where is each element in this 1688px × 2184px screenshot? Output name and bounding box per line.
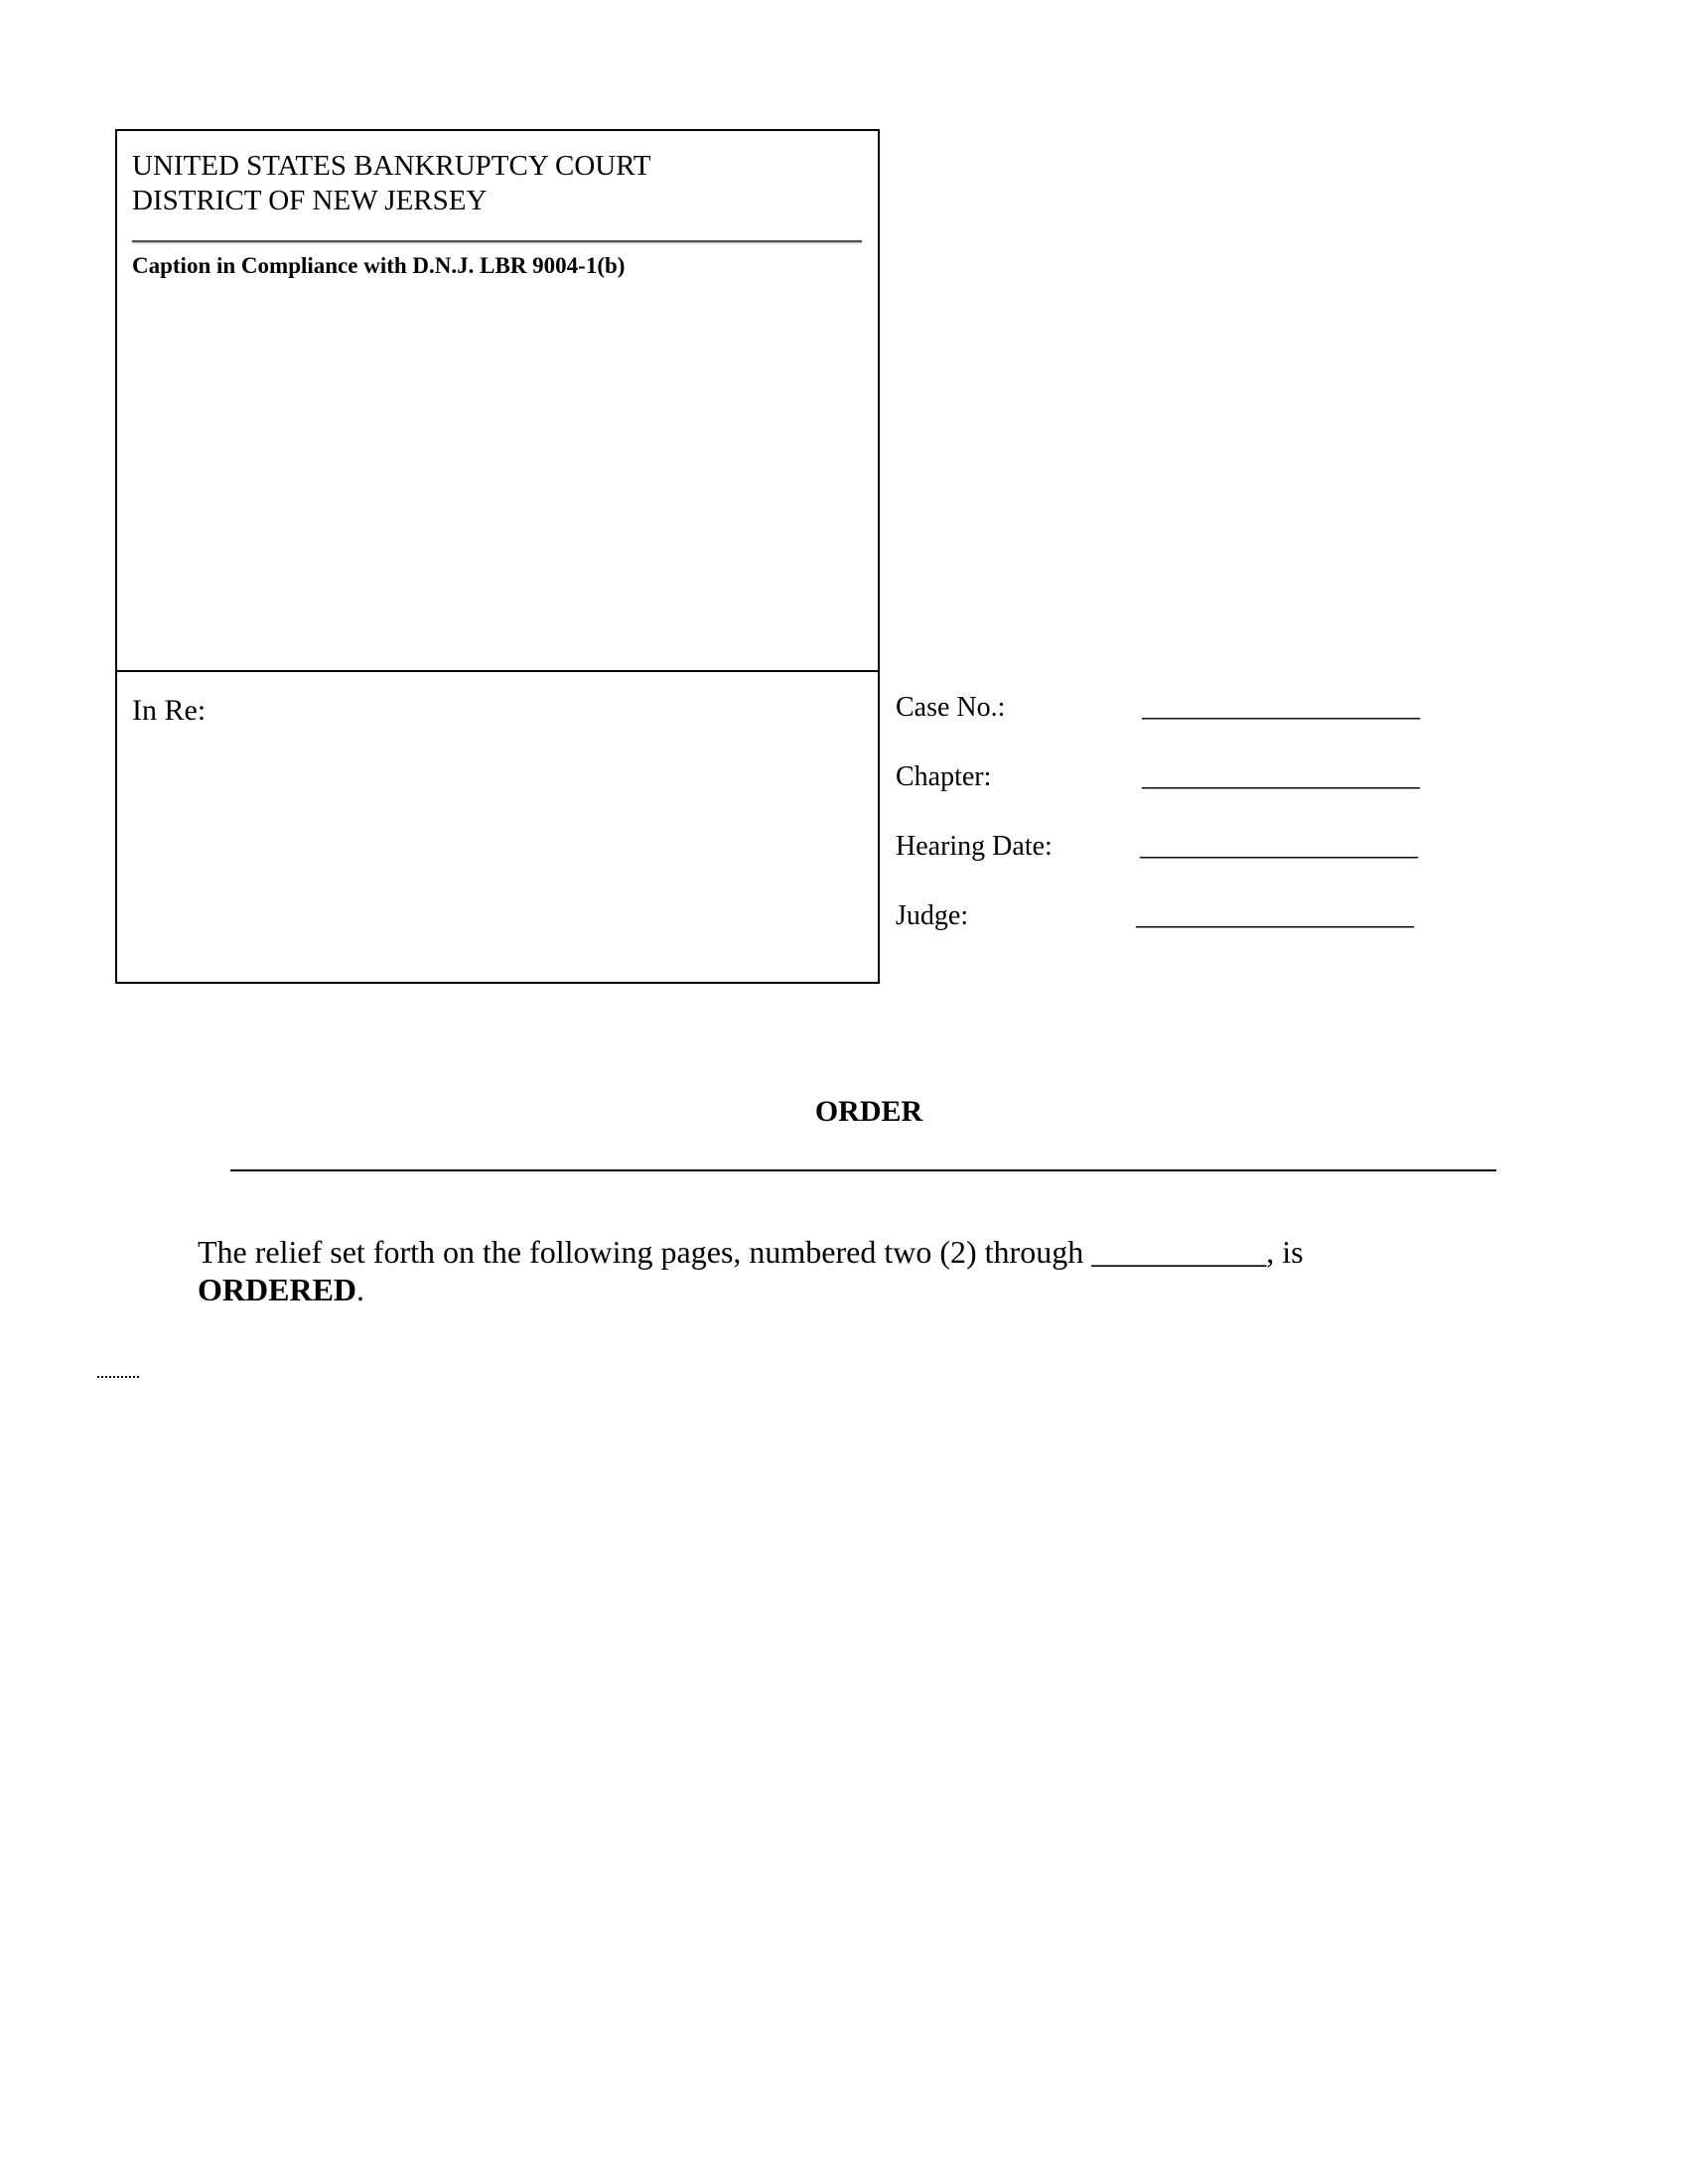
- hearing-date-field[interactable]: ____________________: [1140, 831, 1418, 862]
- order-divider: [230, 1169, 1496, 1171]
- relief-paragraph: [198, 1233, 1449, 1308]
- ordered-word: ORDERED: [198, 1272, 357, 1307]
- chapter-field[interactable]: ____________________: [1142, 761, 1420, 792]
- case-no-field[interactable]: ____________________: [1142, 692, 1420, 723]
- caption-divider: [132, 240, 862, 242]
- judge-field[interactable]: ____________________: [1136, 900, 1414, 931]
- in-re-box: [115, 670, 880, 984]
- court-district: DISTRICT OF NEW JERSEY: [132, 185, 488, 216]
- court-name: UNITED STATES BANKRUPTCY COURT: [132, 150, 651, 182]
- judge-label: Judge:: [896, 900, 969, 931]
- hearing-date-label: Hearing Date:: [896, 831, 1053, 862]
- caption-compliance-note: Caption in Compliance with D.N.J. LBR 9004-1(b): [132, 253, 626, 278]
- relief-end: .: [356, 1272, 365, 1307]
- dotted-mark: [97, 1376, 139, 1378]
- case-no-label: Case No.:: [896, 692, 1006, 723]
- relief-text: The relief set forth on the following pages, numbered two (2) through ___________, is: [198, 1234, 1304, 1270]
- in-re-label: In Re:: [132, 694, 207, 727]
- order-title: ORDER: [814, 1095, 923, 1128]
- chapter-label: Chapter:: [896, 761, 992, 792]
